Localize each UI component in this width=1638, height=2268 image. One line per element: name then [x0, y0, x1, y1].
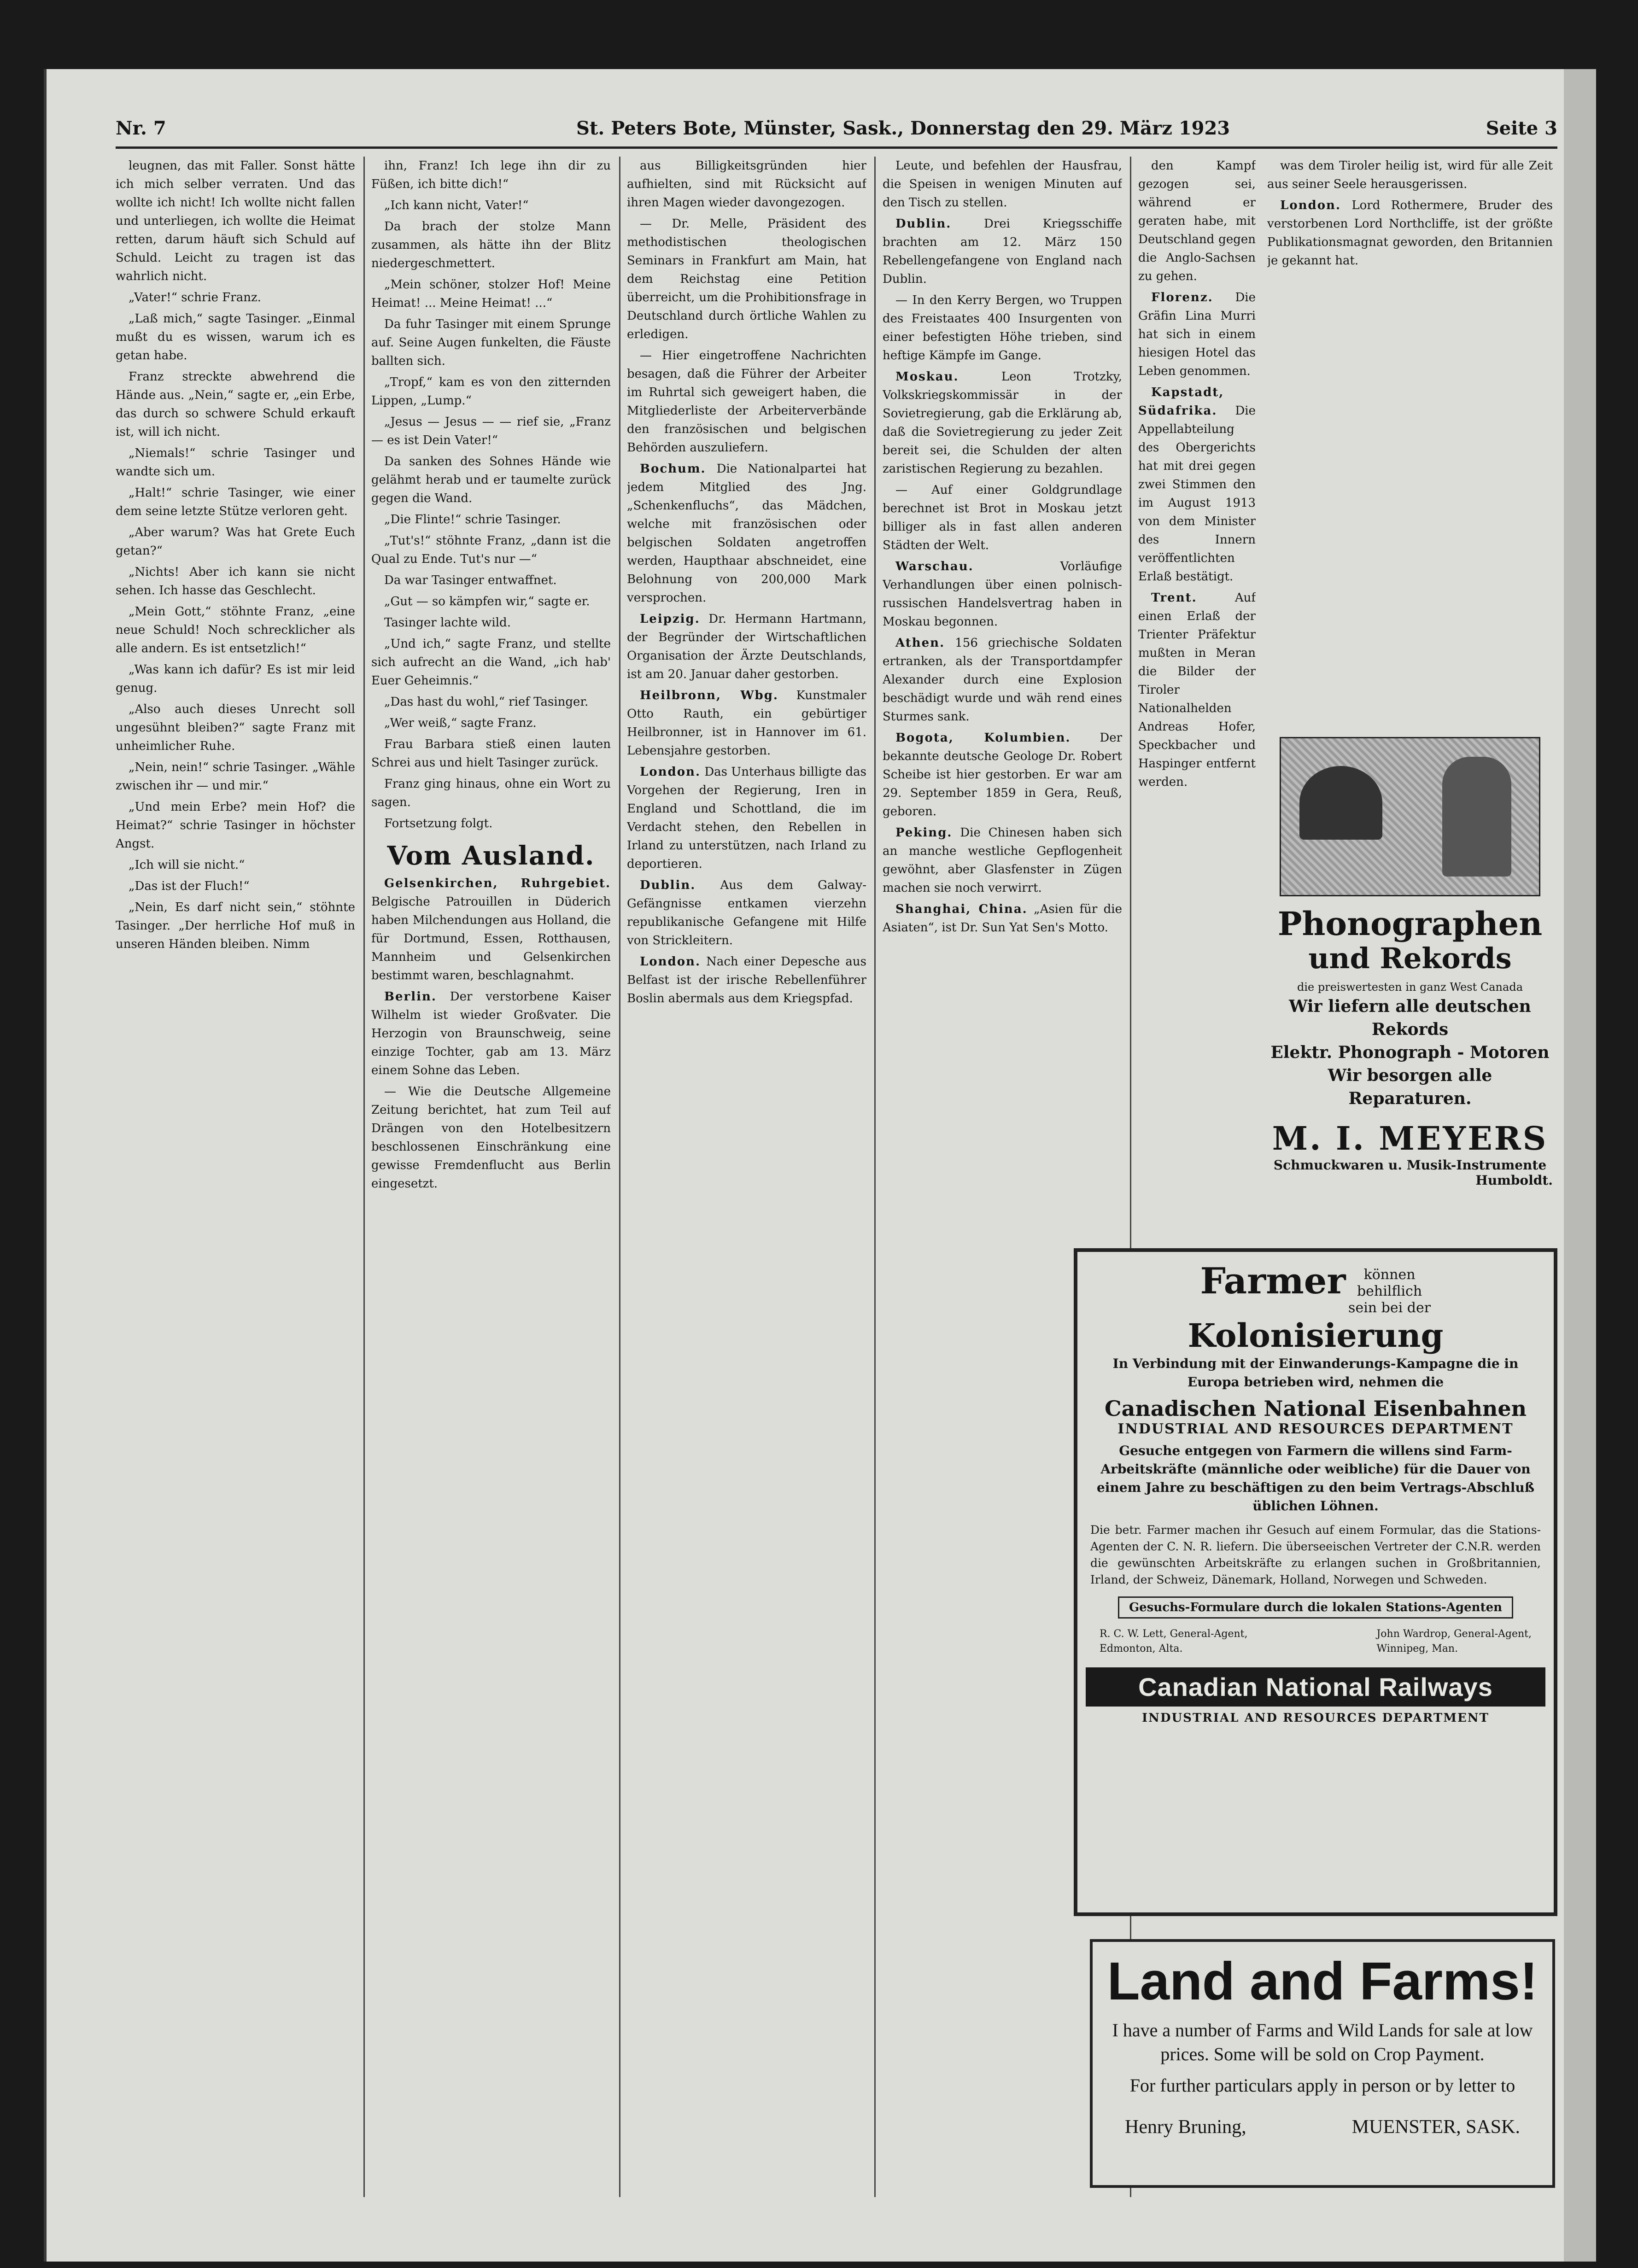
farmer-ad-body: Die betr. Farmer machen ihr Gesuch auf einem Formular, das die Stations-Agenten der C. N. R. liefern. Die überseeischen Vertreter der C.N.R. werden die gewünschten Arbeitskräfte zu erlangen suchen in Großbritannien, Irland, der Schweiz, Dänemark, Holland, Norwegen und Schweden.: [1090, 1523, 1541, 1586]
page-binding-edge: [1564, 69, 1596, 2262]
story-paragraph: „Mein Gott,“ stöhnte Franz, „eine neue Schuld! Noch schrecklicher als alle andern. Es ist entsetzlich!“: [116, 605, 355, 655]
story-col1-body: [116, 157, 355, 953]
news-text: Der bekannte deutsche Geologe Dr. Robert Scheibe ist hier gestorben. Er war am 29. September 1859 in Gera, Reuß, geboren.: [883, 731, 1122, 818]
news-dateline: Kapstadt, Südafrika.: [1138, 386, 1224, 418]
page-header: [116, 117, 1557, 145]
news-item: [883, 729, 1122, 821]
story-paragraph: „Niemals!“ schrie Tasinger und wandte sich um.: [116, 446, 355, 479]
news-column-3: [627, 157, 866, 2197]
agent1-name: R. C. W. Lett, General-Agent,: [1100, 1628, 1248, 1640]
column-divider: [363, 157, 365, 2197]
story-paragraph: Franz ging hinaus, ohne ein Wort zu sagen.: [371, 777, 611, 809]
story-paragraph: „Halt!“ schrie Tasinger, wie einer dem seine letzte Stütze verloren geht.: [116, 486, 355, 518]
story-paragraph: „Die Flinte!“ schrie Tasinger.: [384, 513, 561, 526]
news-text: Nach einer Depesche aus Belfast ist der irische Rebellenführer Boslin abermals aus dem Kriegspfad.: [627, 955, 866, 1005]
story-paragraph: Tasinger lachte wild.: [384, 616, 511, 630]
phonograph-ad-tagline: die preiswertesten in ganz West Canada: [1297, 981, 1523, 994]
header-rule: [116, 146, 1557, 149]
news-text: Die Appellabteilung des Obergerichts hat mit drei gegen zwei Stimmen den im August 1913 von dem Minister des Innern veröffentlichten Erlaß bestätigt.: [1138, 404, 1256, 584]
page-number: Nr. 7: [116, 117, 166, 139]
news-item: [371, 874, 611, 985]
news-dateline: Trent.: [1151, 591, 1197, 605]
news-col4-body: [883, 157, 1122, 937]
news-item: [627, 876, 866, 950]
news-dateline: Dublin.: [895, 217, 952, 231]
news-item: [627, 460, 866, 607]
news-dateline: Athen.: [895, 636, 945, 650]
farmer-ad-word2: Kolonisierung: [1188, 1316, 1444, 1355]
farmer-ad-company: Canadischen National Eisenbahnen: [1104, 1396, 1527, 1421]
story-paragraph: Franz streckte abwehrend die Hände aus. „Nein,“ sagte er, „ein Erbe, das durch so schwere Schuld erkauft ist, will ich nicht.: [116, 370, 355, 439]
story-paragraph: Fortsetzung folgt.: [384, 817, 493, 830]
news-text: — Dr. Melle, Präsident des methodistischen theologischen Seminars in Frankfurt am Main, hat dem Reichstag eine Petition überreicht, um die Prohibitionsfrage in Deutschland durch örtliche Wahlen zu erledigen.: [627, 217, 866, 341]
news-item: [627, 763, 866, 873]
news-item: [627, 346, 866, 457]
farmer-ad-call: Gesuche entgegen von Farmern die willens sind Farm-Arbeitskräfte (männliche oder weibliche) für die Dauer von einem Jahre zu beschäftigen zu den beim Vertrags-Abschluß üblichen Löhnen.: [1096, 1443, 1535, 1514]
news-item: [371, 1082, 611, 1193]
news-text: aus Billigkeitsgründen hier aufhielten, sind mit Rücksicht auf ihren Magen wieder davongezogen.: [627, 159, 866, 210]
farmer-ad-heading: [1090, 1260, 1541, 1355]
story-paragraph: Da sanken des Sohnes Hände wie gelähmt herab und er taumelte zurück gegen die Wand.: [371, 455, 611, 505]
news-dateline: Florenz.: [1151, 291, 1213, 304]
page-label: Seite 3: [1486, 117, 1557, 139]
news-text: Die Gräfin Lina Murri hat sich in einem hiesigen Hotel das Leben genommen.: [1138, 291, 1256, 378]
news-dateline: Gelsenkirchen, Ruhrgebiet.: [384, 877, 611, 890]
farmer-ad-intro: In Verbindung mit der Einwanderungs-Kampagne die in Europa betrieben wird, nehmen die: [1112, 1356, 1519, 1390]
phonograph-ad-sub: Schmuckwaren u. Musik-Instrumente: [1273, 1157, 1547, 1173]
phonograph-ad-subtitle: und Rekords: [1308, 941, 1512, 975]
phonograph-ad-place: Humboldt.: [1475, 1173, 1553, 1188]
news-text: Leon Trotzky, Volkskriegskommissär in der Sovietregierung, gab die Erklärung ab, daß die Sovietregierung zu jeder Zeit bereit sei, die Schulden der alten zaristischen Regierung zu bezahlen.: [883, 370, 1122, 476]
woman-figure-icon: [1442, 757, 1511, 877]
news-text: 156 griechische Soldaten ertranken, als der Transportdampfer Alexander durch eine Explosion beschädigt wurde und wäh rend eines Sturmes sank.: [883, 636, 1122, 724]
news-item: [883, 634, 1122, 726]
news-item: [883, 157, 1122, 212]
story-paragraph: „Tut's!“ stöhnte Franz, „dann ist die Qual zu Ende. Tut's nur —“: [371, 534, 611, 566]
news-col5-body: [1138, 157, 1256, 791]
farmer-ad-mid: können behilflich sein bei der: [1348, 1266, 1431, 1316]
news-dateline: Leipzig.: [640, 612, 700, 626]
news-item: [883, 824, 1122, 897]
phonograph-ad-line3: Wir besorgen alle Reparaturen.: [1328, 1066, 1492, 1108]
story-col2-body: [371, 157, 611, 833]
agent1-place: Edmonton, Alta.: [1100, 1643, 1183, 1654]
phonograph-ad-line2: Elektr. Phonograph - Motoren: [1270, 1043, 1550, 1062]
story-paragraph: „Und mein Erbe? mein Hof? die Heimat?“ schrie Tasinger in höchster Angst.: [116, 800, 355, 851]
story-column-1: [116, 157, 355, 2197]
news-dateline: London.: [1280, 199, 1341, 212]
news-item: [627, 686, 866, 760]
news-dateline: London.: [640, 765, 701, 779]
story-paragraph: „Gut — so kämpfen wir,“ sagte er.: [384, 595, 590, 608]
news-text: — Wie die Deutsche Allgemeine Zeitung berichtet, hat zum Teil auf Drängen von den Hotelbesitzern beschlossenen Einschränkung eine gewisse Fremdenflucht aus Berlin eingesetzt.: [371, 1085, 611, 1191]
news-text: den Kampf gezogen sei, während er geraten habe, mit Deutschland gegen die Anglo-Sachsen zu gehen.: [1138, 159, 1256, 283]
news-text: Das Unterhaus billigte das Vorgehen der Regierung, Iren in England und Schottland, die im Verdacht stehen, den Rebellen in Irland zu unterstützen, nach Irland zu deportieren.: [627, 765, 866, 871]
news-text: Kunstmaler Otto Rauth, ein gebürtiger Heilbronner, ist in Hannover im 61. Lebensjahre gestorben.: [627, 689, 866, 758]
story-paragraph: „Nein, nein!“ schrie Tasinger. „Wähle zwischen ihr — und mir.“: [116, 760, 355, 793]
story-paragraph: Da war Tasinger entwaffnet.: [384, 573, 557, 587]
story-paragraph: „Und ich,“ sagte Franz, und stellte sich aufrecht an die Wand, „ich hab' Euer Geheimnis.“: [371, 637, 611, 688]
story-column-2: [371, 157, 611, 2197]
farmer-ad-footer: INDUSTRIAL AND RESOURCES DEPARTMENT: [1142, 1711, 1489, 1725]
news-column-6: [1267, 157, 1553, 709]
news-dateline: Dublin.: [640, 878, 696, 892]
story-paragraph: „Jesus — Jesus — — rief sie, „Franz — es ist Dein Vater!“: [371, 415, 611, 447]
story-paragraph: „Was kann ich dafür? Es ist mir leid genug.: [116, 663, 355, 695]
news-text: Die Chinesen haben sich an manche westliche Gepflogenheit gewöhnt, aber Glasfenster in Zügen machen sie noch verwirrt.: [883, 826, 1122, 895]
masthead: St. Peters Bote, Münster, Sask., Donnerstag den 29. März 1923: [576, 117, 1230, 139]
news-text: Der verstorbene Kaiser Wilhelm ist wieder Großvater. Die Herzogin von Braunschweig, seine einzige Tochter, gab am 13. März einem Sohne das Leben.: [371, 990, 611, 1077]
news-col6-body: [1267, 157, 1553, 270]
news-text: was dem Tiroler heilig ist, wird für alle Zeit aus seiner Seele herausgerissen.: [1267, 159, 1553, 191]
farmer-ad-agents: [1100, 1627, 1532, 1656]
news-text: Drei Kriegsschiffe brachten am 12. März 150 Rebellengefangene von England nach Dublin.: [883, 217, 1122, 286]
farmer-ad-word1: Farmer: [1200, 1260, 1346, 1302]
story-paragraph: „Vater!“ schrie Franz.: [129, 291, 261, 304]
story-paragraph: „Aber warum? Was hat Grete Euch getan?“: [116, 526, 355, 558]
story-paragraph: „Das ist der Fluch!“: [129, 879, 250, 893]
land-ad-body1: I have a number of Farms and Wild Lands for sale at low prices. Some will be sold on Crop Payment.: [1112, 2020, 1533, 2064]
news-text: Lord Rothermere, Bruder des verstorbenen Lord Northcliffe, ist der größte Publikationsmagnat geworden, den Britannien je gekannt hat.: [1267, 199, 1553, 268]
story-paragraph: „Das hast du wohl,“ rief Tasinger.: [384, 695, 589, 709]
news-item: [1267, 196, 1553, 270]
phonograph-ad-title: Phonographen: [1277, 905, 1543, 943]
story-paragraph: leugnen, das mit Faller. Sonst hätte ich mich selber verraten. Und das wollte ich nicht! Ich wollte nicht fallen und unterliegen, ich wollte die Heimat retten, darum häuft sich Schuld auf Schuld. Leicht zu tragen ist das wahrlich nicht.: [116, 159, 355, 283]
news-text: — In den Kerry Bergen, wo Truppen des Freistaates 400 Insurgenten von einer befestigten Höhe trieben, sind heftige Kämpfe im Gange.: [883, 293, 1122, 362]
news-text: Leute, und befehlen der Hausfrau, die Speisen in wenigen Minuten auf den Tisch zu stellen.: [883, 159, 1122, 210]
news-text: Aus dem Galway-Gefängnisse entkamen vierzehn republikanische Gefangene mit Hilfe von Strickleitern.: [627, 878, 866, 947]
news-col2-body: [371, 874, 611, 1193]
gramophone-icon: [1299, 766, 1382, 840]
news-text: Die Nationalpartei hat jedem Mitglied des Jng. „Schenkenfluchs“, das Mädchen, welche mit französischen oder belgischen Soldaten angetroffen werden, Haupthaar abschneidet, eine Belohnung von 200,000 Mark versprochen.: [627, 462, 866, 605]
news-dateline: Moskau.: [895, 370, 959, 384]
phonograph-illustration: [1280, 737, 1540, 896]
news-item: [1138, 157, 1256, 286]
story-paragraph: ihn, Franz! Ich lege ihn dir zu Füßen, ich bitte dich!“: [371, 159, 611, 191]
cnr-colonization-ad: [1074, 1248, 1557, 1916]
news-text: — Auf einer Goldgrundlage berechnet ist Brot in Moskau jetzt billiger als in fast allen anderen Städten der Welt.: [883, 483, 1122, 552]
news-item: [883, 291, 1122, 365]
phonograph-ad: [1267, 737, 1553, 1218]
news-item: [627, 157, 866, 212]
column-divider: [874, 157, 876, 2197]
story-paragraph: „Mein schöner, stolzer Hof! Meine Heimat! ... Meine Heimat! ...“: [371, 278, 611, 310]
news-item: [627, 953, 866, 1008]
land-ad-signature: [1125, 2116, 1520, 2138]
news-dateline: London.: [640, 955, 701, 969]
story-paragraph: „Ich kann nicht, Vater!“: [384, 199, 529, 212]
story-paragraph: Da brach der stolze Mann zusammen, als hätte ihn der Blitz niedergeschmettert.: [371, 220, 611, 270]
story-paragraph: Da fuhr Tasinger mit einem Sprunge auf. Seine Augen funkelten, die Fäuste ballten sich.: [371, 317, 611, 368]
farmer-ad-dept: INDUSTRIAL AND RESOURCES DEPARTMENT: [1117, 1420, 1514, 1437]
story-paragraph: „Ich will sie nicht.“: [129, 858, 245, 872]
land-farms-ad: [1090, 1939, 1555, 2188]
news-dateline: Heilbronn, Wbg.: [640, 689, 778, 702]
news-item: [371, 988, 611, 1080]
phonograph-ad-line1: Wir liefern alle deutschen Rekords: [1289, 997, 1531, 1039]
story-paragraph: „Also auch dieses Unrecht soll ungesühnt bleiben?“ sagte Franz mit unheimlicher Ruhe.: [116, 702, 355, 753]
news-dateline: Bogota, Kolumbien.: [895, 731, 1071, 745]
story-paragraph: „Laß mich,“ sagte Tasinger. „Einmal mußt du es wissen, warum ich es getan habe.: [116, 312, 355, 362]
news-item: [627, 215, 866, 344]
news-item: [883, 900, 1122, 937]
land-ad-body2: For further particulars apply in person or by letter to: [1129, 2075, 1515, 2096]
news-dateline: Berlin.: [384, 990, 437, 1004]
news-col3-body: [627, 157, 866, 1008]
story-paragraph: „Tropf,“ kam es von den zitternden Lippen, „Lump.“: [371, 375, 611, 408]
news-item: [883, 481, 1122, 555]
news-text: Auf einen Erlaß der Trienter Präfektur mußten in Meran die Bilder der Tiroler Nationalhelden Andreas Hofer, Speckbacher und Haspinger entfernt werden.: [1138, 591, 1256, 789]
story-paragraph: Frau Barbara stieß einen lauten Schrei aus und hielt Tasinger zurück.: [371, 737, 611, 770]
story-paragraph: „Nein, Es darf nicht sein,“ stöhnte Tasinger. „Der herrliche Hof muß in unseren Händen bleiben. Nimm: [116, 900, 355, 951]
news-item: [1138, 288, 1256, 380]
phonograph-ad-name: M. I. MEYERS: [1272, 1119, 1548, 1157]
agent2-place: Winnipeg, Man.: [1376, 1643, 1458, 1654]
news-heading: Vom Ausland.: [387, 841, 595, 871]
news-item: [883, 368, 1122, 478]
news-dateline: Warschau.: [895, 560, 974, 573]
column-divider: [619, 157, 620, 2197]
news-dateline: Peking.: [895, 826, 953, 840]
news-text: — Hier eingetroffene Nachrichten besagen, daß die Führer der Arbeiter im Ruhrtal sich geweigert haben, die Mitgliederliste der Arbeiterverbände den französischen und belgischen Behörden auszuliefern.: [627, 349, 866, 455]
news-text: Dr. Hermann Hartmann, der Begründer der Wirtschaftlichen Organisation der Ärzte Deutschlands, ist am 20. Januar daher gestorben.: [627, 612, 866, 681]
story-paragraph: „Wer weiß,“ sagte Franz.: [384, 716, 537, 730]
land-ad-place: MUENSTER, SASK.: [1351, 2116, 1520, 2138]
news-item: [883, 557, 1122, 631]
news-dateline: Shanghai, China.: [895, 902, 1028, 916]
news-item: [1138, 383, 1256, 586]
news-item: [883, 215, 1122, 288]
news-column-5: [1138, 157, 1256, 1230]
story-paragraph: „Nichts! Aber ich kann sie nicht sehen. Ich hasse das Geschlecht.: [116, 565, 355, 597]
cnr-logo-banner: Canadian National Railways: [1086, 1667, 1545, 1707]
news-text: Belgische Patrouillen in Düderich haben Milchendungen aus Holland, die für Dortmund, Essen, Rotthausen, Mannheim und Gelsenkirchen bestimmt waren, beschlagnahmt.: [371, 895, 611, 982]
news-item: [627, 610, 866, 684]
news-dateline: Bochum.: [640, 462, 706, 476]
agent2-name: John Wardrop, General-Agent,: [1376, 1628, 1532, 1640]
news-text: „Asien für die Asiaten“, ist Dr. Sun Yat Sen's Motto.: [883, 902, 1122, 935]
news-text: Vorläufige Verhandlungen über einen polnisch-russischen Handelsvertrag haben in Moskau begonnen.: [883, 560, 1122, 629]
news-item: [1267, 157, 1553, 193]
land-ad-title: Land and Farms!: [1107, 1951, 1538, 2011]
news-item: [1138, 589, 1256, 791]
land-ad-name: Henry Bruning,: [1125, 2116, 1246, 2138]
newspaper-page: [44, 69, 1596, 2262]
farmer-ad-boxed: Gesuchs-Formulare durch die lokalen Stations-Agenten: [1118, 1596, 1513, 1619]
